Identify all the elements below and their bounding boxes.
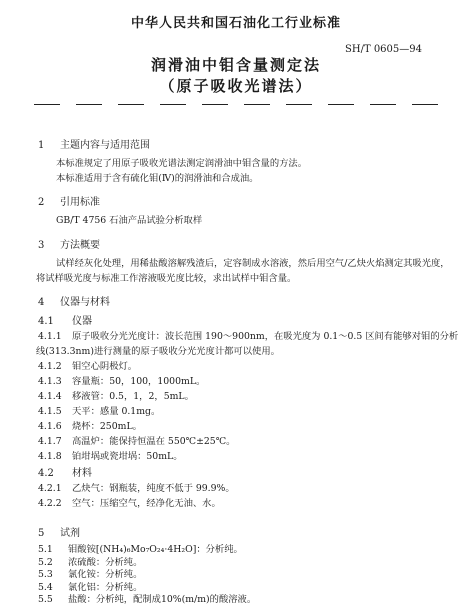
list-item: 5.4 氯化铝：分析纯。 <box>38 581 143 593</box>
paragraph: 将试样吸光度与标准工作溶液吸光度比较，求出试样中钼含量。 <box>36 273 297 284</box>
list-item: 5.2 浓硫酸：分析纯。 <box>38 556 143 568</box>
section-heading: 1 主题内容与适用范围 <box>38 140 150 151</box>
list-item: 4.1.6 烧杯：250mL。 <box>38 421 142 432</box>
section-heading: 3 方法概要 <box>38 240 100 251</box>
section-heading: 2 引用标准 <box>38 197 100 208</box>
list-item: 4.1.2 钼空心阴极灯。 <box>38 361 138 372</box>
document-subtitle: （原子吸收光谱法） <box>159 77 313 95</box>
document-title: 润滑油中钼含量测定法 <box>150 56 321 74</box>
list-item: 5.5 盐酸：分析纯，配制成10%(m/m)的酸溶液。 <box>38 594 257 605</box>
organization-header: 中华人民共和国石油化工行业标准 <box>130 16 341 31</box>
list-item: 4.1.5 天平：感量 0.1mg。 <box>38 406 161 417</box>
paragraph: 本标准适用于含有硫化钼(Ⅳ)的润滑油和合成油。 <box>56 173 259 184</box>
list-item: 5.1 钼酸铵[(NH₄)₆Mo₇O₂₄·4H₂O]：分析纯。 <box>38 544 243 555</box>
list-item: 4.1.3 容量瓶：50，100，1000mL。 <box>38 376 206 387</box>
list-item: 4.2 材料 <box>38 468 92 479</box>
list-item: 4.1.1 原子吸收分光光度计：波长范围 190～900nm，在吸光度为 0.1～0.5 区间有能够对钼的分析 <box>38 331 459 342</box>
section-heading: 4 仪器与材料 <box>38 297 110 308</box>
paragraph: GB/T 4756 石油产品试验分析取样 <box>56 215 203 226</box>
list-item: 5.3 氯化铵：分析纯。 <box>38 569 143 580</box>
list-item: 4.2.2 空气：压缩空气，经净化无油、水。 <box>38 498 221 509</box>
title-divider <box>34 104 438 106</box>
list-item: 4.1.8 铂坩埚或瓷坩埚：50mL。 <box>38 451 183 462</box>
list-item: 线(313.3nm)进行测量的原子吸收分光光度计都可以使用。 <box>36 346 280 357</box>
list-item: 4.1 仪器 <box>38 316 92 327</box>
list-item: 4.1.7 高温炉：能保持恒温在 550℃±25℃。 <box>38 436 236 447</box>
list-item: 4.1.4 移液管：0.5，1，2，5mL。 <box>38 391 194 402</box>
section-heading: 5 试剂 <box>38 528 80 539</box>
list-item: 4.2.1 乙炔气：钢瓶装，纯度不低于 99.9%。 <box>38 483 235 494</box>
standard-code: SH/T 0605—94 <box>345 44 422 55</box>
paragraph: 试样经灰化处理，用稀盐酸溶解残渣后，定容制成水溶液，然后用空气/乙炔火焰测定其吸光度， <box>56 258 450 269</box>
paragraph: 本标准规定了用原子吸收光谱法测定润滑油中钼含量的方法。 <box>56 158 308 169</box>
